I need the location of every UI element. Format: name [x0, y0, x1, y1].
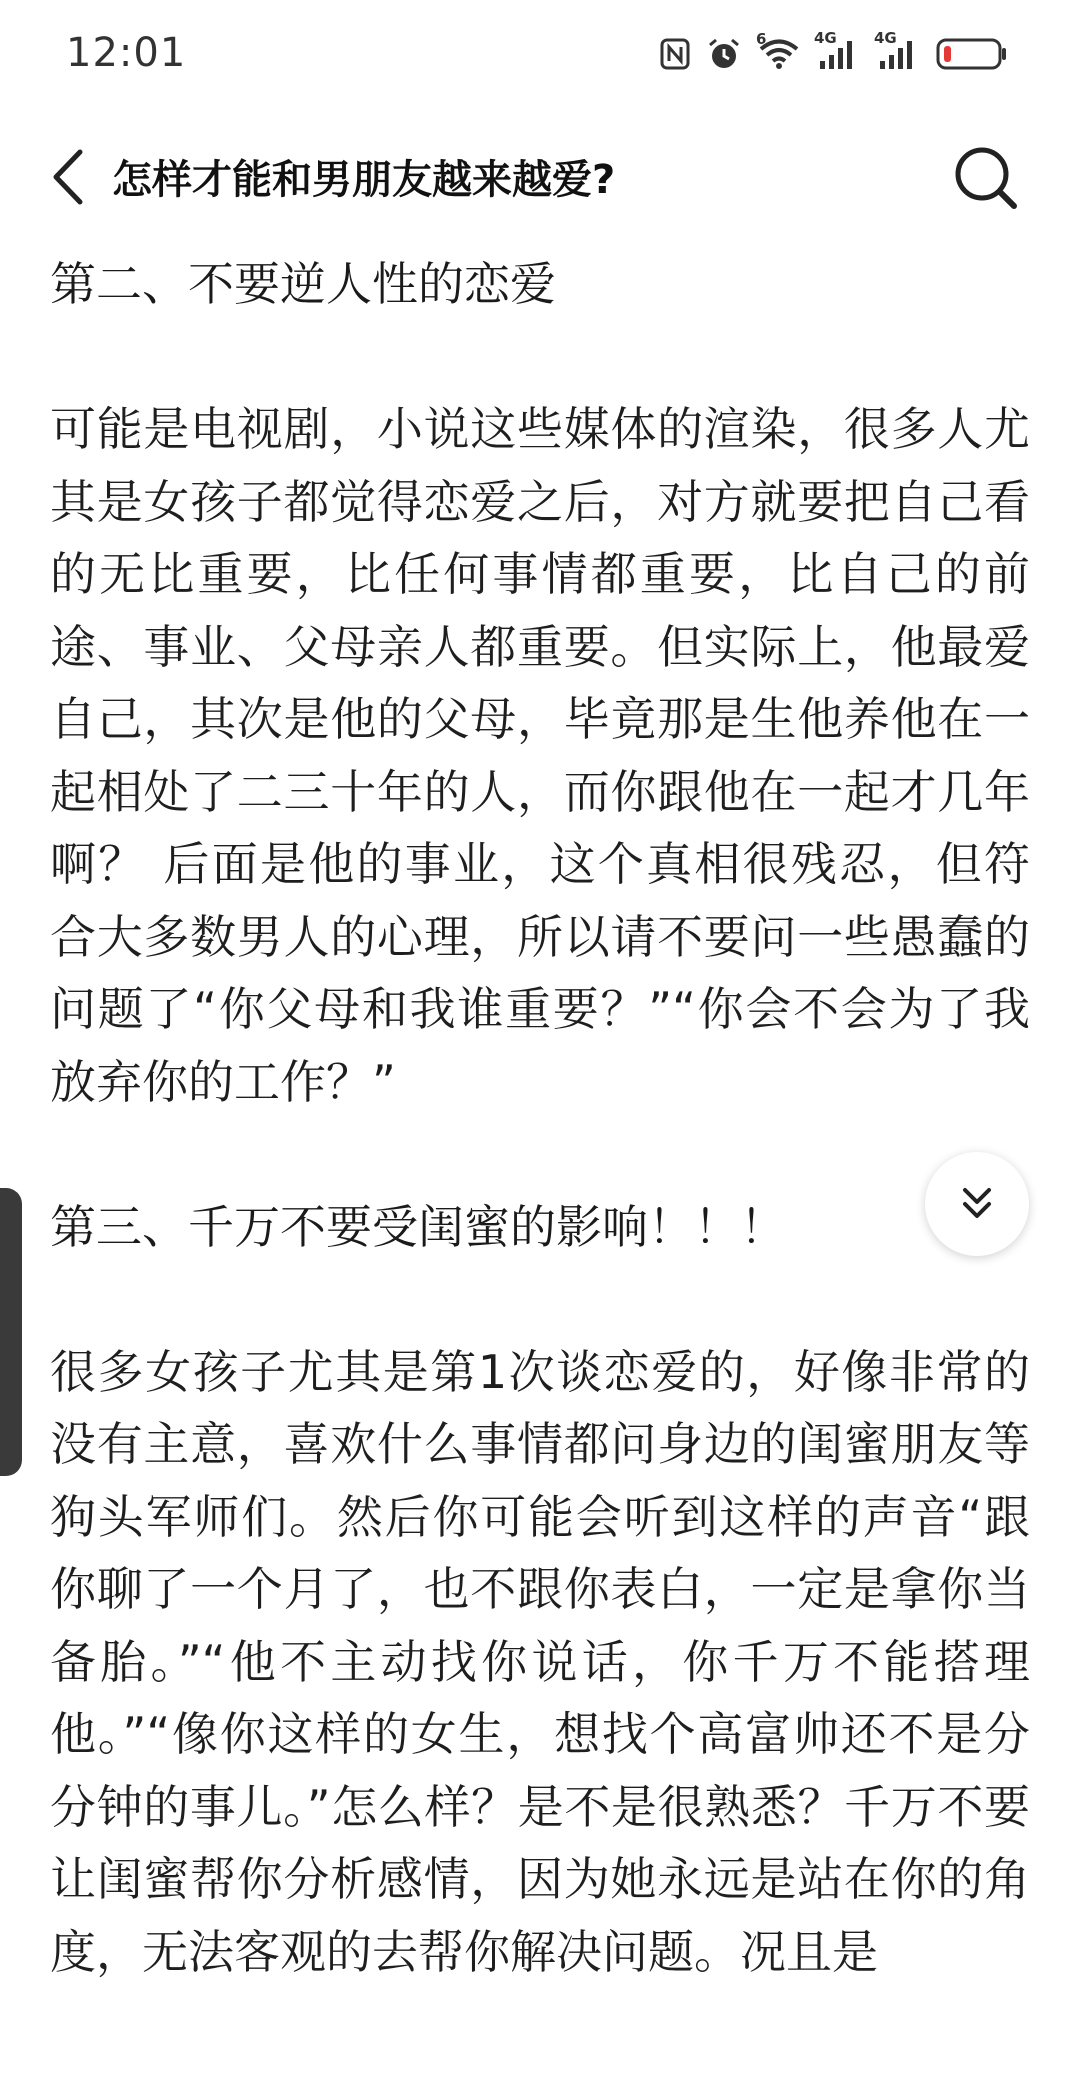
top-app-bar — [0, 120, 1080, 230]
scroll-down-button[interactable] — [925, 1152, 1029, 1256]
article-body — [50, 248, 1030, 1988]
status-icons — [660, 29, 1008, 74]
search-icon — [950, 142, 1022, 214]
alarm-icon — [706, 36, 742, 72]
search-button[interactable] — [950, 142, 1022, 214]
back-button[interactable] — [44, 142, 94, 212]
back-arrow-icon — [44, 142, 94, 212]
signal2-label: 4G — [874, 29, 897, 47]
wifi-icon — [756, 30, 800, 70]
article-paragraph: 可能是电视剧，小说这些媒体的渲染，很多人尤其是女孩子都觉得恋爱之后，对方就要把自己看的无比重要，比任何事情都重要，比自己的前途、事业、父母亲人都重要。但实际上，他最爱自己，其次是他的父母，毕竟那是生他养他在一起相处了二三十年的人，而你跟他在一起才几年啊？ 后面是他的事业，这个真相很残忍，但符合大多数男人的心理，所以请不要问一些愚蠢的问题了“你父母和我谁重要？”“你会不会为了我放弃你的工作？” — [50, 402, 1030, 1109]
status-time: 12:01 — [66, 30, 187, 76]
signal-4g-icon — [874, 29, 920, 71]
signal-4g-icon — [814, 29, 860, 71]
battery-low-icon — [936, 37, 1008, 71]
signal1-label: 4G — [814, 29, 837, 47]
question-title: 怎样才能和男朋友越来越爱? — [112, 157, 616, 203]
status-bar — [0, 0, 1080, 110]
wifi-label: 6 — [756, 30, 767, 48]
side-panel-handle[interactable] — [0, 1188, 22, 1476]
nfc-icon — [660, 38, 690, 70]
section-heading: 第二、不要逆人性的恋爱 — [50, 257, 556, 311]
article-paragraph: 很多女孩子尤其是第1次谈恋爱的，好像非常的没有主意，喜欢什么事情都问身边的闺蜜朋友等狗头军师们。然后你可能会听到这样的声音“跟你聊了一个月了，也不跟你表白，一定是拿你当备胎。”“他不主动找你说话，你千万不能搭理他。”“像你这样的女生，想找个高富帅还不是分分钟的事儿。”怎么样？是不是很熟悉？千万不要让闺蜜帮你分析感情，因为她永远是站在你的角度，无法客观的去帮你解决问题。况且是 — [50, 1344, 1030, 1979]
double-chevron-down-icon — [955, 1182, 999, 1226]
section-heading: 第三、千万不要受闺蜜的影响！！！ — [50, 1199, 786, 1254]
